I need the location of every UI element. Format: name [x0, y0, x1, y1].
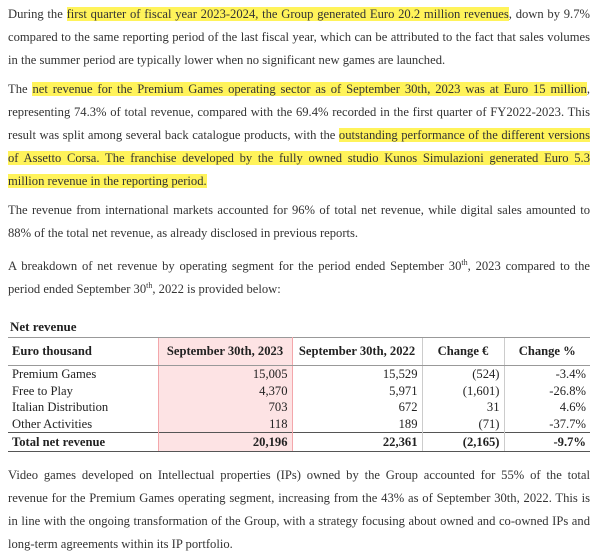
- text: The revenue from international markets accounted for 96% of total net revenue, while digital sales amounted to 88% of the total net revenue, as already disclosed in previous reports.: [8, 203, 590, 240]
- text: , representing 74.3% of total revenue, compared with the 69.4% recorded in the first quarter of FY2022-2023. This result was split among several back catalogue products, with the: [8, 82, 590, 142]
- text: A breakdown of net revenue by operating segment for the period ended September 30: [8, 259, 462, 273]
- cell-change-pct: -26.8%: [504, 383, 590, 400]
- row-label: Total net revenue: [8, 433, 158, 452]
- highlight-assetto-corsa: outstanding performance of the different versions of Assetto Corsa. The franchise developed by the fully owned studio Kunos Simulazioni generated Euro 5.3 million revenue in the reporting period.: [8, 128, 590, 188]
- cell-2022: 672: [398, 400, 418, 415]
- cell-2023: 15,005: [158, 366, 292, 383]
- cell-change-pct: -9.7%: [504, 433, 590, 452]
- text: , down by 9.7% compared to the same reporting period of the last fiscal year, which can be attributed to the fact that sales volumes in the summer period are typically lower when no significant new games are launched.: [8, 7, 590, 67]
- text: , 2023 compared to the period ended September 30: [8, 259, 590, 296]
- cell-2023: 703: [158, 399, 292, 416]
- text: The: [8, 82, 33, 96]
- cell-change-eur: (524): [422, 366, 504, 383]
- cell-2022: 15,529: [382, 367, 418, 382]
- table-title: Net revenue: [10, 319, 77, 334]
- row-label: Premium Games: [12, 367, 97, 382]
- net-revenue-table-block: [8, 316, 590, 452]
- cell-change-pct: -37.7%: [504, 416, 590, 433]
- paragraph-revenue-summary: [8, 3, 590, 72]
- superscript: th: [146, 280, 153, 290]
- paragraph-premium-games: [8, 78, 590, 193]
- superscript: th: [461, 257, 468, 267]
- cell-change-pct: 4.6%: [504, 399, 590, 416]
- paragraph-international-markets: [8, 199, 590, 245]
- table-row: [8, 383, 590, 400]
- cell-change-pct: -3.4%: [504, 366, 590, 383]
- cell-2022: 5,971: [389, 383, 418, 398]
- column-header: Change €: [422, 338, 504, 366]
- cell-2023: 118: [158, 416, 292, 433]
- cell-2023: 4,370: [158, 383, 292, 400]
- text: , 2022 is provided below:: [152, 282, 281, 296]
- column-header: September 30th, 2023: [158, 338, 292, 366]
- row-label: Free to Play: [12, 383, 73, 398]
- cell-2023: 20,196: [158, 433, 292, 452]
- table-header-row: [8, 338, 590, 366]
- highlight-premium-revenue: net revenue for the Premium Games operating sector as of September 30th, 2023 was at Euro 15 million: [32, 82, 587, 96]
- paragraph-owned-ips: [8, 464, 590, 556]
- column-header: Euro thousand: [8, 338, 158, 366]
- net-revenue-table: [8, 337, 590, 452]
- cell-change-eur: (2,165): [422, 433, 504, 452]
- table-row: [8, 416, 590, 433]
- cell-change-eur: (71): [422, 416, 504, 433]
- column-header: Change %: [504, 338, 590, 366]
- column-header: September 30th, 2022: [292, 338, 422, 366]
- cell-2022: 189: [398, 416, 418, 431]
- cell-change-eur: 31: [422, 399, 504, 416]
- cell-change-eur: (1,601): [422, 383, 504, 400]
- table-row: [8, 366, 590, 383]
- highlight-group-revenue: first quarter of fiscal year 2023-2024, the Group generated Euro 20.2 million revenues: [66, 7, 509, 21]
- row-label: Other Activities: [12, 416, 93, 431]
- table-row: [8, 399, 590, 416]
- table-total-row: [8, 433, 590, 452]
- cell-2022: 22,361: [292, 433, 422, 452]
- paragraph-breakdown-intro: [8, 255, 590, 301]
- text: Video games developed on Intellectual properties (IPs) owned by the Group accounted for 55% of the total revenue for the Premium Games operating segment, increasing from the 43% as of September 30th, 2022. This is in line with the ongoing transformation of the Group, with a strategy focusing about owned and co-owned IPs and long-term agreements within its IP portfolio.: [8, 468, 590, 551]
- text: During the: [8, 7, 67, 21]
- row-label: Italian Distribution: [12, 400, 109, 415]
